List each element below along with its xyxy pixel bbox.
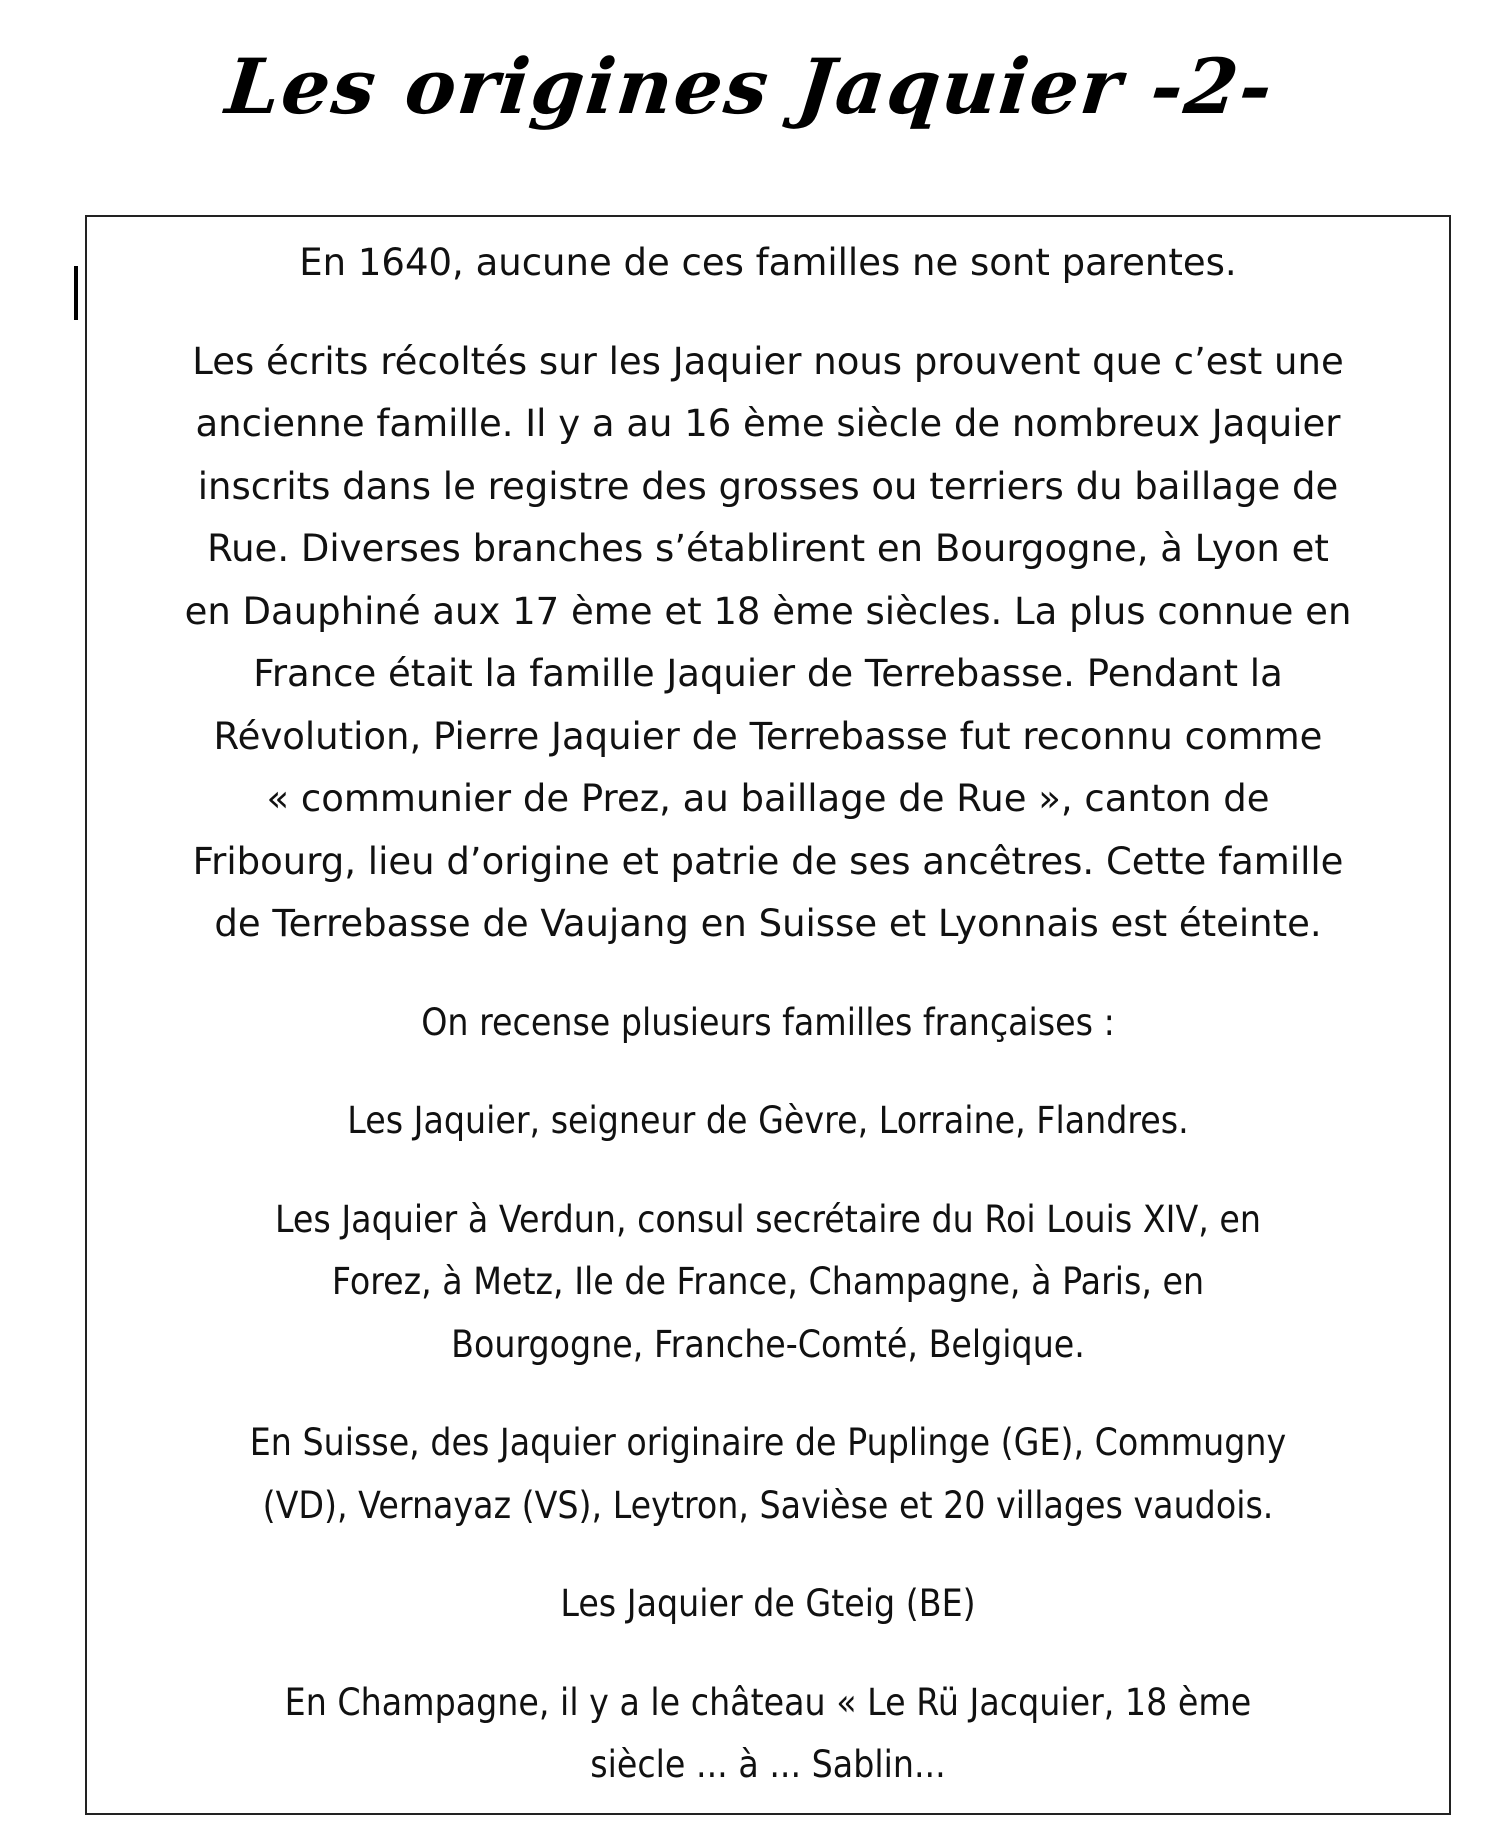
text-line: en Dauphiné aux 17 ème et 18 ème siècles. La plus connue en [184, 589, 1352, 633]
text-line: Bourgogne, Franche-Comté, Belgique. [451, 1322, 1085, 1366]
paragraph-verdun [100, 1189, 1436, 1377]
text-line: En 1640, aucune de ces familles ne sont parentes. [299, 241, 1237, 284]
text-line: Les Jaquier, seigneur de Gèvre, Lorraine, Flandres. [347, 1099, 1189, 1142]
text-line: inscrits dans le registre des grosses ou terriers du baillage de [197, 464, 1339, 508]
text-line: ancienne famille. Il y a au 16 ème siècle de nombreux Jaquier [195, 402, 1341, 445]
text-line: France était la famille Jaquier de Terrebasse. Pendant la [253, 652, 1283, 695]
text-cursor-icon [74, 266, 78, 320]
text-box-content [100, 232, 1436, 1833]
text-line: Les Jaquier de Gteig (BE) [560, 1582, 976, 1625]
paragraph-suisse [100, 1412, 1436, 1537]
text-line: « communier de Prez, au baillage de Rue », canton de [266, 777, 1270, 820]
paragraph-french-families-heading [100, 992, 1436, 1055]
text-line: Les Jaquier à Verdun, consul secrétaire du Roi Louis XIV, en [274, 1197, 1262, 1241]
text-line: Rue. Diverses branches s’établirent en Bourgogne, à Lyon et [207, 527, 1329, 570]
text-line: Les écrits récoltés sur les Jaquier nous prouvent que c’est une [192, 339, 1344, 383]
text-line: On recense plusieurs familles françaises : [421, 1000, 1115, 1044]
text-line: En Champagne, il y a le château « Le Rü Jacquier, 18 ème [284, 1680, 1252, 1724]
paragraph-intro [100, 232, 1436, 295]
text-line: Fribourg, lieu d’origine et patrie de ses ancêtres. Cette famille [192, 839, 1344, 883]
paragraph-history [100, 331, 1436, 956]
paragraph-champagne [100, 1672, 1436, 1797]
paragraph-gteig [100, 1573, 1436, 1636]
text-line: de Terrebasse de Vaujang en Suisse et Lyonnais est éteinte. [214, 902, 1322, 945]
text-line: Révolution, Pierre Jaquier de Terrebasse fut reconnu comme [213, 714, 1323, 758]
text-line: Forez, à Metz, Ile de France, Champagne, à Paris, en [331, 1260, 1205, 1303]
paragraph-gevre [100, 1090, 1436, 1153]
text-line: siècle ... à ... Sablin... [590, 1743, 946, 1786]
text-line: (VD), Vernayaz (VS), Leytron, Savièse et 20 villages vaudois. [262, 1483, 1274, 1527]
text-line: En Suisse, des Jaquier originaire de Puplinge (GE), Commugny [249, 1421, 1287, 1464]
document-title: Les origines Jaquier -2- [221, 42, 1279, 131]
